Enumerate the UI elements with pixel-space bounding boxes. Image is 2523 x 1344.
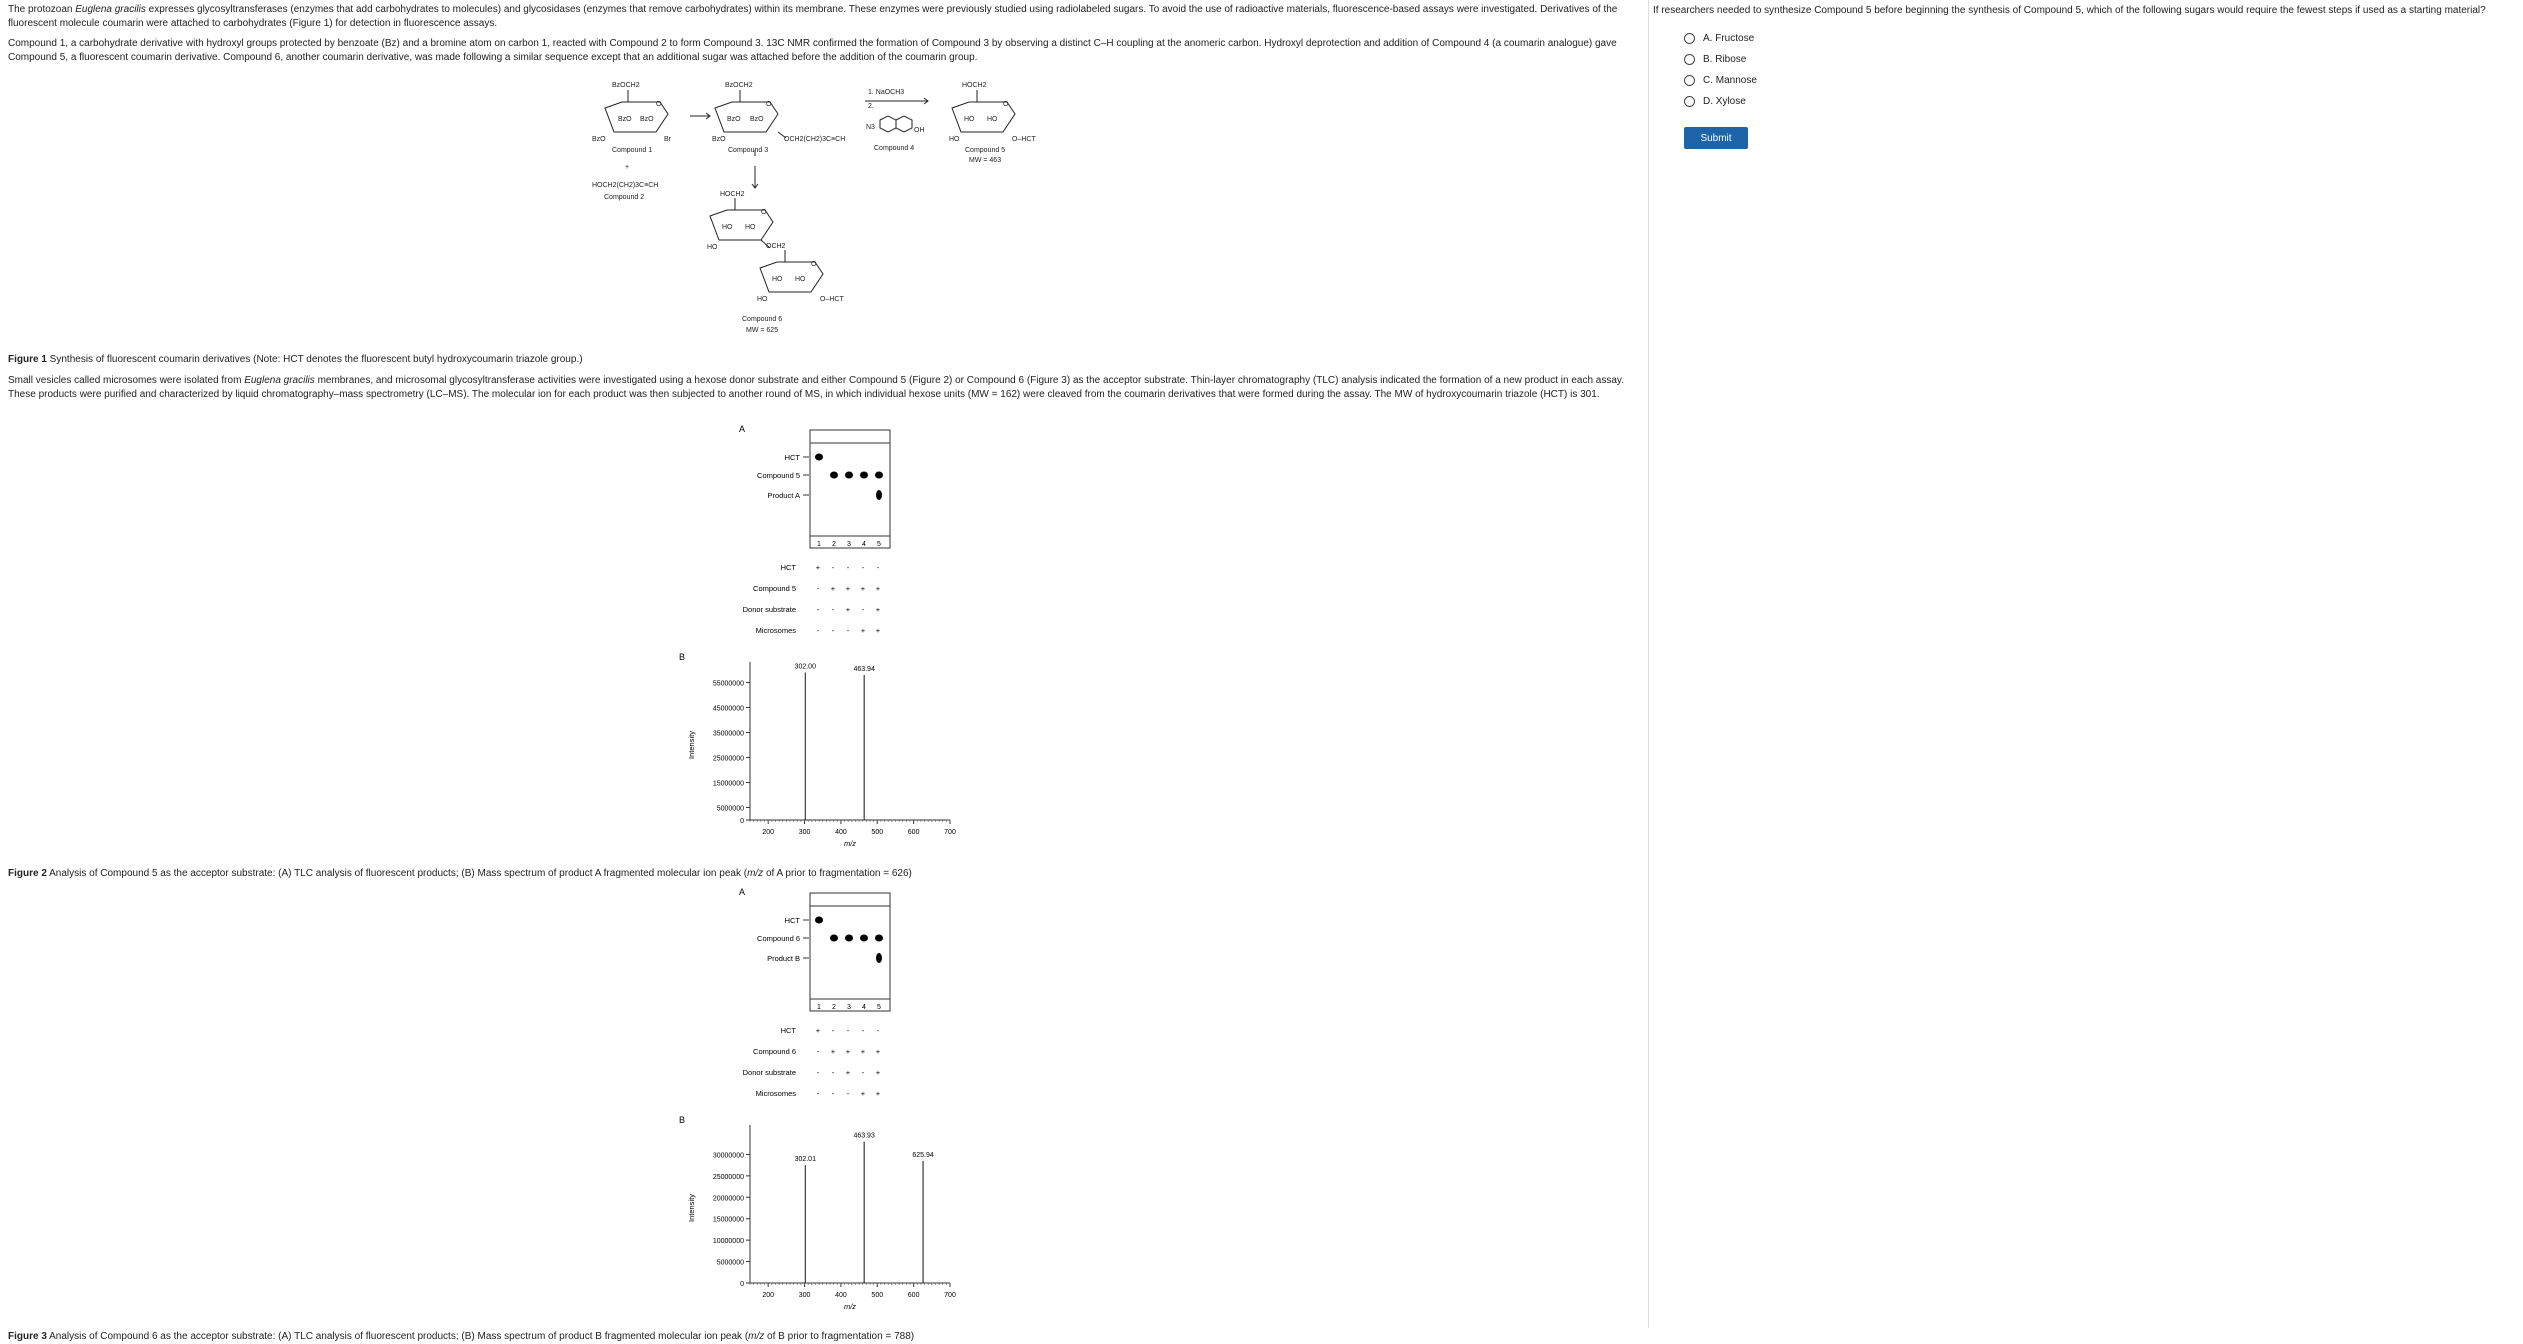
tlc-lane-label: 2 <box>832 1004 836 1011</box>
tlc-condition-mark: + <box>815 1026 821 1035</box>
tlc-lane-label: 3 <box>847 541 851 548</box>
radio-icon[interactable] <box>1684 54 1695 65</box>
svg-text:HOCH2: HOCH2 <box>720 191 745 198</box>
tlc-condition-mark: + <box>875 1068 881 1077</box>
tlc-condition-mark: + <box>875 584 881 593</box>
tlc-lane-label: 4 <box>862 1004 866 1011</box>
tlc-condition-mark: + <box>830 1047 836 1056</box>
tlc-spot <box>860 472 868 479</box>
tlc-spot <box>845 935 853 942</box>
y-tick-label: 15000000 <box>712 780 744 788</box>
tlc-condition-mark: - <box>876 1026 880 1035</box>
ms-peak-label: 302.00 <box>794 663 816 671</box>
svg-text:1. NaOCH3: 1. NaOCH3 <box>868 89 905 96</box>
svg-text:HO: HO <box>707 244 718 251</box>
tlc-condition-mark: + <box>875 1089 881 1098</box>
x-tick-label: 400 <box>835 829 847 836</box>
tlc-condition-label: Compound 6 <box>753 1047 796 1056</box>
svg-text:HO: HO <box>722 224 733 231</box>
svg-text:O: O <box>811 261 817 268</box>
tlc-condition-mark: - <box>861 1068 865 1077</box>
y-tick-label: 0 <box>740 818 744 825</box>
tlc-condition-mark: + <box>875 1047 881 1056</box>
question-stem: If researchers needed to synthesize Compound 5 before beginning the synthesis of Compound 5, which of the following sugars would require the fewest steps if used as a starting material? <box>1653 5 2486 16</box>
tlc-condition-mark: - <box>846 1089 850 1098</box>
passage-paragraph-3: Small vesicles called microsomes were isolated from Euglena gracilis membranes, and microsomal glycosyltransferase activities were investigated using a hexose donor substrate and either Compound 5 (Figure 2) or Compound 6 (Figure 3) as the acceptor substrate. Thin-layer chromatography (TLC) analysis indicated the formation of a new product in each assay. These products were purified and characterized by liquid chromatography–mass spectrometry (LC–MS). The molecular ion for each product was then subjected to another round of MS, in which individual hexose units (MW = 162) were cleaved from the coumarin derivatives that were formed during the assay. The MW of hydroxycoumarin triazole (HCT) is 301. <box>8 375 1624 400</box>
y-tick-label: 45000000 <box>712 705 744 713</box>
tlc-lane-label: 1 <box>817 541 821 548</box>
y-tick-label: 35000000 <box>712 730 744 738</box>
svg-text:BzOCH2: BzOCH2 <box>725 82 753 89</box>
x-tick-label: 500 <box>871 1292 884 1299</box>
figure-2-mass-spectrum <box>670 650 970 850</box>
tlc-spot <box>875 935 883 942</box>
tlc-condition-mark: - <box>816 1068 820 1077</box>
x-axis-label: m/z <box>843 839 857 848</box>
tlc-condition-mark: - <box>876 563 880 572</box>
passage-paragraph-1: The protozoan Euglena gracilis expresses glycosyltransferases (enzymes that add carbohydrates to molecules) and glycosidases (enzymes that remove carbohydrates) within its membrane. These enzymes were previously studied using radiolabeled sugars. To avoid the use of radioactive materials, fluorescence-based assays were investigated. Derivatives of the fluorescent molecule coumarin were attached to carbohydrates (Figure 1) for detection in fluorescence assays. <box>8 4 1618 29</box>
y-axis-label: Intensity <box>687 731 696 759</box>
ms-peak-label: 302.01 <box>794 1156 816 1164</box>
question-pane <box>1648 0 2523 1328</box>
compound-6-mw: MW = 625 <box>746 327 779 334</box>
svg-text:O: O <box>766 101 772 108</box>
tlc-spot <box>815 917 823 924</box>
svg-text:HO: HO <box>949 136 960 143</box>
svg-text:BzO: BzO <box>592 136 606 143</box>
y-tick-label: 20000000 <box>712 1195 744 1203</box>
svg-text:OCH2: OCH2 <box>766 243 786 250</box>
compound-5-label: Compound 5 <box>965 147 1006 154</box>
figure-1-caption: Figure 1 Synthesis of fluorescent coumarin derivatives (Note: HCT denotes the fluorescent butyl hydroxycoumarin triazole group.) <box>8 354 583 365</box>
tlc-condition-mark: - <box>831 605 835 614</box>
svg-text:HO: HO <box>964 116 975 123</box>
tlc-condition-mark: - <box>816 626 820 635</box>
panel-a-label: A <box>739 887 746 897</box>
tlc-condition-mark: + <box>860 1089 866 1098</box>
tlc-condition-mark: + <box>860 626 866 635</box>
radio-icon[interactable] <box>1684 75 1695 86</box>
tlc-spot <box>830 935 838 942</box>
tlc-spot <box>815 454 823 461</box>
compound-5-mw: MW = 463 <box>969 157 1002 164</box>
tlc-plate <box>810 430 890 548</box>
svg-text:HO: HO <box>795 276 806 283</box>
tlc-condition-mark: - <box>831 563 835 572</box>
ms-peak-label: 625.94 <box>912 1151 934 1159</box>
y-tick-label: 25000000 <box>712 755 744 763</box>
compound-6-label: Compound 6 <box>742 316 783 323</box>
figure-3-tlc <box>680 883 940 1108</box>
tlc-condition-label: HCT <box>780 1026 796 1035</box>
c1-top-label: BzOCH2 <box>612 82 640 89</box>
svg-text:HO: HO <box>987 116 998 123</box>
x-tick-label: 500 <box>871 829 884 836</box>
tlc-spot <box>830 472 838 479</box>
tlc-row-label: HCT <box>784 916 800 925</box>
panel-a-label: A <box>739 424 746 434</box>
compound-1-label: Compound 1 <box>612 147 653 154</box>
tlc-condition-label: Microsomes <box>755 626 796 635</box>
y-tick-label: 25000000 <box>712 1173 744 1181</box>
x-tick-label: 300 <box>798 829 811 836</box>
tlc-condition-mark: - <box>861 605 865 614</box>
radio-icon[interactable] <box>1684 33 1695 44</box>
tlc-condition-mark: - <box>846 626 850 635</box>
y-axis-label: Intensity <box>687 1194 696 1222</box>
svg-text:O–HCT: O–HCT <box>1012 136 1036 143</box>
tlc-condition-mark: + <box>860 584 866 593</box>
tlc-lane-label: 5 <box>877 541 881 548</box>
svg-text:2.: 2. <box>868 103 874 110</box>
tlc-lane-label: 3 <box>847 1004 851 1011</box>
tlc-condition-mark: + <box>830 584 836 593</box>
tlc-condition-mark: - <box>816 1089 820 1098</box>
tlc-row-label: HCT <box>784 453 800 462</box>
svg-text:O: O <box>761 209 767 216</box>
radio-icon[interactable] <box>1684 96 1695 107</box>
svg-text:HOCH2: HOCH2 <box>962 82 987 89</box>
answer-option-c[interactable]: C. Mannose <box>1684 75 1757 86</box>
tlc-condition-mark: + <box>815 563 821 572</box>
x-tick-label: 700 <box>944 829 956 836</box>
svg-text:O–HCT: O–HCT <box>820 296 844 303</box>
y-tick-label: 0 <box>740 1281 744 1288</box>
svg-text:BzO: BzO <box>618 116 632 123</box>
tlc-spot <box>845 472 853 479</box>
y-tick-label: 30000000 <box>712 1152 744 1160</box>
x-tick-label: 700 <box>944 1292 956 1299</box>
tlc-lane-label: 1 <box>817 1004 821 1011</box>
compound-2-formula: HOCH2(CH2)3C≡CH <box>592 182 659 189</box>
tlc-condition-mark: + <box>875 605 881 614</box>
x-tick-label: 300 <box>798 1292 811 1299</box>
tlc-condition-mark: - <box>831 1089 835 1098</box>
answer-option-a[interactable]: A. Fructose <box>1684 33 1754 44</box>
answer-option-d[interactable]: D. Xylose <box>1684 96 1746 107</box>
tlc-condition-mark: - <box>846 563 850 572</box>
tlc-spot <box>876 490 882 500</box>
x-axis-label: m/z <box>843 1302 857 1311</box>
panel-b-label: B <box>679 1115 686 1125</box>
tlc-row-label: Product B <box>767 954 800 963</box>
svg-text:N3: N3 <box>866 124 875 131</box>
y-tick-label: 10000000 <box>712 1238 744 1246</box>
svg-text:BzO: BzO <box>640 116 654 123</box>
svg-text:O: O <box>1003 101 1009 108</box>
tlc-condition-mark: + <box>845 605 851 614</box>
compound-4-label: Compound 4 <box>874 145 915 152</box>
x-tick-label: 600 <box>907 829 920 836</box>
submit-button[interactable]: Submit <box>1684 127 1748 149</box>
figure-3-mass-spectrum <box>670 1113 970 1313</box>
compound-2-label: Compound 2 <box>604 194 645 201</box>
tlc-row-label: Compound 6 <box>757 934 800 943</box>
figure-2-tlc <box>680 420 940 645</box>
panel-b-label: B <box>679 652 686 662</box>
tlc-lane-label: 2 <box>832 541 836 548</box>
tlc-condition-label: HCT <box>780 563 796 572</box>
tlc-row-label: Compound 5 <box>757 471 800 480</box>
x-tick-label: 400 <box>835 1292 847 1299</box>
svg-text:Br: Br <box>664 136 671 143</box>
tlc-condition-mark: - <box>816 584 820 593</box>
tlc-condition-label: Donor substrate <box>742 1068 796 1077</box>
answer-option-b[interactable]: B. Ribose <box>1684 54 1746 65</box>
tlc-condition-mark: + <box>845 584 851 593</box>
tlc-condition-mark: + <box>860 1047 866 1056</box>
tlc-condition-mark: - <box>861 1026 865 1035</box>
x-tick-label: 200 <box>762 829 775 836</box>
figure-3-caption: Figure 3 Analysis of Compound 6 as the acceptor substrate: (A) TLC analysis of fluorescent products; (B) Mass spectrum of product B fragmented molecular ion peak (m/z of B prior to fragmentation = 788) <box>8 1331 915 1342</box>
tlc-condition-mark: - <box>816 605 820 614</box>
svg-text:BzO: BzO <box>712 136 726 143</box>
tlc-condition-label: Microsomes <box>755 1089 796 1098</box>
tlc-spot <box>860 935 868 942</box>
ms-peak-label: 463.93 <box>853 1132 875 1140</box>
svg-text:OH: OH <box>914 127 925 134</box>
compound-3-label: Compound 3 <box>728 147 769 154</box>
tlc-row-label: Product A <box>767 491 800 500</box>
tlc-condition-mark: + <box>845 1047 851 1056</box>
figure-2-caption: Figure 2 Analysis of Compound 5 as the acceptor substrate: (A) TLC analysis of fluorescent products; (B) Mass spectrum of product A fragmented molecular ion peak (m/z of A prior to fragmentation = 626) <box>8 868 912 879</box>
tlc-condition-mark: + <box>845 1068 851 1077</box>
svg-text:HO: HO <box>745 224 756 231</box>
svg-text:BzO: BzO <box>727 116 741 123</box>
y-tick-label: 5000000 <box>716 1259 744 1267</box>
ms-peak-label: 463.94 <box>853 666 875 673</box>
svg-text:BzO: BzO <box>750 116 764 123</box>
tlc-condition-mark: - <box>861 563 865 572</box>
tlc-plate <box>810 893 890 1011</box>
tlc-condition-label: Compound 5 <box>753 584 796 593</box>
y-tick-label: 5000000 <box>716 805 744 813</box>
tlc-lane-label: 5 <box>877 1004 881 1011</box>
svg-text:O: O <box>656 101 662 108</box>
svg-text:HO: HO <box>757 296 768 303</box>
svg-text:OCH2(CH2)3C≡CH: OCH2(CH2)3C≡CH <box>784 136 846 143</box>
tlc-condition-mark: - <box>816 1047 820 1056</box>
svg-text:HO: HO <box>772 276 783 283</box>
y-tick-label: 55000000 <box>712 680 744 688</box>
x-tick-label: 200 <box>762 1292 775 1299</box>
passage-paragraph-2: Compound 1, a carbohydrate derivative with hydroxyl groups protected by benzoate (Bz) and a bromine atom on carbon 1, reacted with Compound 2 to form Compound 3. 13C NMR confirmed the formation of Compound 3 by observing a distinct C–H coupling at the anomeric carbon. Hydroxyl deprotection and addition of Compound 4 (a coumarin analogue) gave Compound 5, a fluorescent coumarin derivative. Compound 6, another coumarin derivative, was made following a similar sequence except that an additional sugar was attached before the addition of the coumarin group. <box>8 38 1617 63</box>
svg-text:+: + <box>625 164 630 171</box>
figure-1-scheme <box>590 76 1050 346</box>
tlc-condition-label: Donor substrate <box>742 605 796 614</box>
x-tick-label: 600 <box>907 1292 920 1299</box>
tlc-condition-mark: - <box>831 626 835 635</box>
tlc-condition-mark: - <box>831 1026 835 1035</box>
tlc-spot <box>875 472 883 479</box>
tlc-condition-mark: - <box>831 1068 835 1077</box>
tlc-condition-mark: - <box>846 1026 850 1035</box>
tlc-condition-mark: + <box>875 626 881 635</box>
tlc-lane-label: 4 <box>862 541 866 548</box>
y-tick-label: 15000000 <box>712 1216 744 1224</box>
tlc-spot <box>876 953 882 963</box>
